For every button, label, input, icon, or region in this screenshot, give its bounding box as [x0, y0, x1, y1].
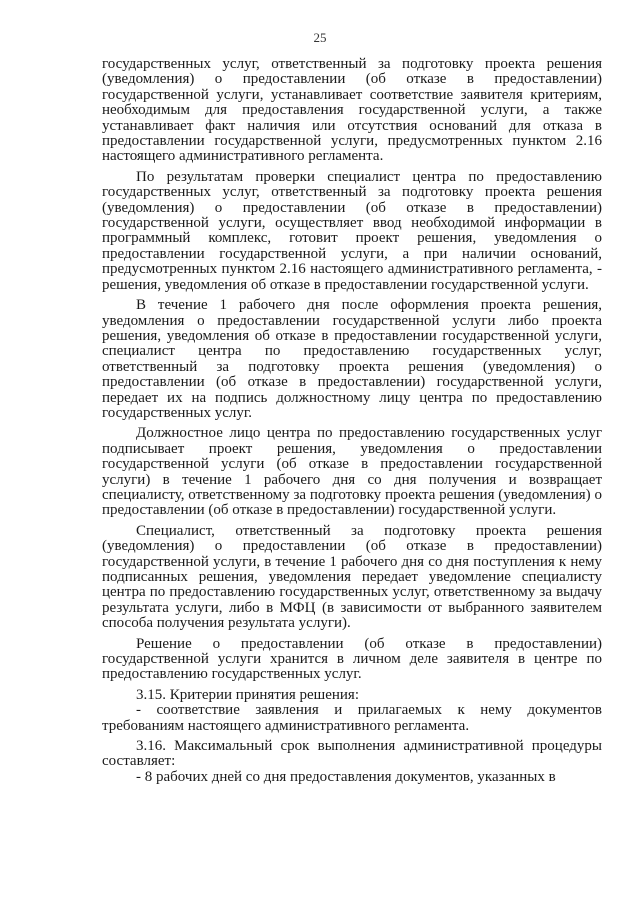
paragraph-1: государственных услуг, ответственный за подготовку проекта решения (уведомления) о предоставлении (об отказе в предоставлении) государственной услуги, устанавливает соответствие заявителя критериям, необходимым для предоставления государственной услуги, а также устанавливает факт наличия или отсутствия оснований для отказа в предоставлении государственной услуги, предусмотренных пунктом 2.16 настоящего административного регламента. [102, 56, 602, 165]
section-3-16-heading: 3.16. Максимальный срок выполнения административной процедуры составляет: [102, 738, 602, 770]
section-3-15-item: - соответствие заявления и прилагаемых к нему документов требованиям настоящего административного регламента. [102, 702, 602, 734]
section-3-16-item: - 8 рабочих дней со дня предоставления документов, указанных в [136, 768, 556, 785]
paragraph-3: В течение 1 рабочего дня после оформления проекта решения, уведомления о предоставлении государственной услуги либо проекта решения, уведомления об отказе в предоставлении государственной услуги, специалист центра по предоставлению государственных услуг, ответственный за подготовку проекта решения (уведомления) о предоставлении (об отказе в предоставлении) государственной услуги, передает их на подпись должностному лицу центра по предоставлению государственных услуг. [102, 297, 602, 421]
page-number: 25 [313, 30, 327, 45]
paragraph-2: По результатам проверки специалист центра по предоставлению государственных услуг, ответственный за подготовку проекта решения (уведомления) о предоставлении (об отказе в предоставлении) государственной услуги, осуществляет ввод необходимой информации в программный комплекс, готовит проект решения, уведомления о предоставлении государственной услуги, а при наличии оснований, предусмотренных пунктом 2.16 настоящего административного регламента, - решения, уведомления об отказе в предоставлении государственной услуги. [102, 168, 602, 293]
paragraph-4: Должностное лицо центра по предоставлению государственных услуг подписывает проект решения, уведомления о предоставлении государственной услуги (об отказе в предоставлении государственной услуги) в течение 1 рабочего дня со дня получения и возвращает специалисту, ответственному за подготовку проекта решения (уведомления) о предоставлении (об отказе в предоставлении) государственной услуги. [102, 425, 602, 519]
paragraph-5: Специалист, ответственный за подготовку проекта решения (уведомления) о предоставлении (об отказе в предоставлении) государственной услуги, в течение 1 рабочего дня со дня поступления к нему подписанных решения, уведомления передает уведомление специалисту центра по предоставлению государственных услуг, ответственному за выдачу результата услуги, либо в МФЦ (в зависимости от выбранного заявителем способа получения результата услуги). [102, 522, 602, 632]
document-body [102, 57, 602, 785]
paragraph-6: Решение о предоставлении (об отказе в предоставлении) государственной услуги хранится в личном деле заявителя в центре по предоставлению государственных услуг. [102, 635, 602, 683]
section-3-15-heading: 3.15. Критерии принятия решения: [136, 686, 360, 703]
